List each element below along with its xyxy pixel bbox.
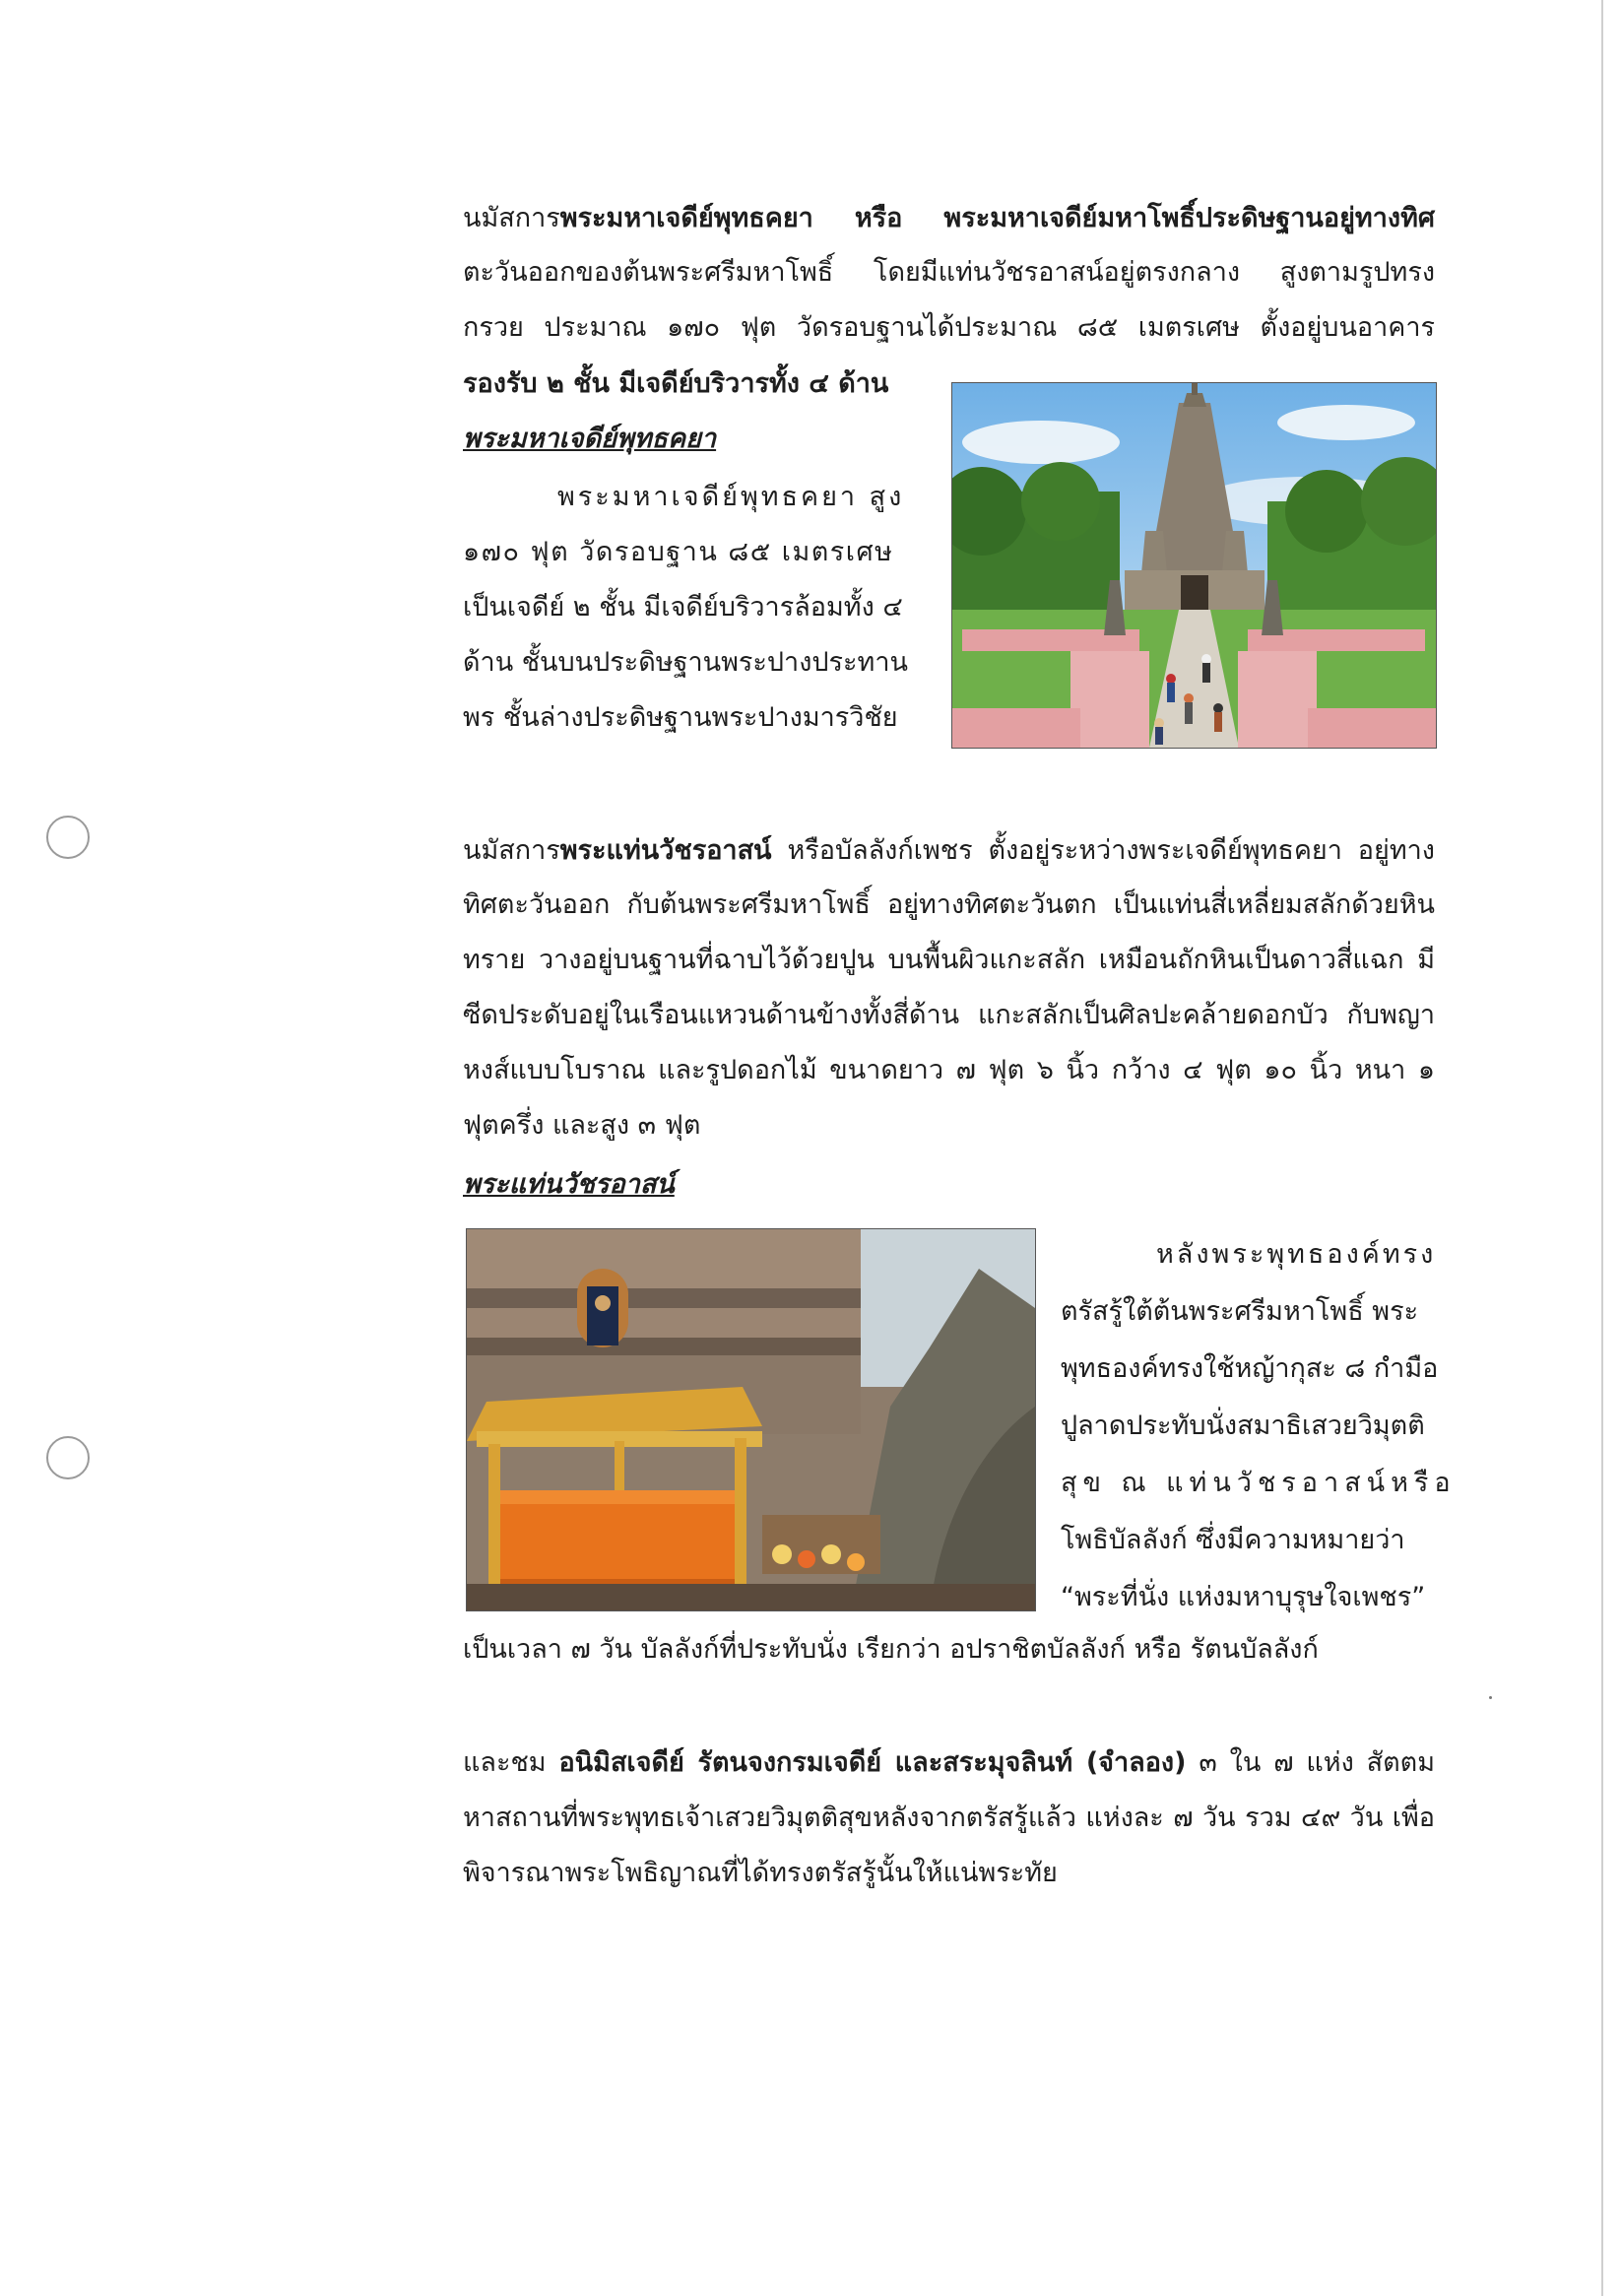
scan-edge-line	[1601, 0, 1603, 2296]
side-text-line: หลังพระพุทธองค์ทรง	[1156, 1239, 1437, 1270]
side-text-line: สุข ณ แท่นวัชรอาสน์หรือ	[1061, 1468, 1457, 1498]
side-text-line: โพธิบัลลังก์ ซึ่งมีความหมายว่า	[1061, 1525, 1405, 1555]
side-text-line: ปูลาดประทับนั่งสมาธิเสวยวิมุตติ	[1061, 1410, 1425, 1441]
punch-hole-top	[46, 816, 90, 859]
mahabodhi-temple-photo	[951, 382, 1437, 749]
caption-line: เป็นเจดีย์ ๒ ชั้น มีเจดีย์บริวารล้อมทั้ง ๔	[463, 592, 903, 623]
paragraph-line: นมัสการพระมหาเจดีย์พุทธคยา หรือ พระมหาเจดีย์มหาโพธิ์ประดิษฐานอยู่ทางทิศ	[463, 203, 1435, 233]
paragraph-line: เป็นเวลา ๗ วัน บัลลังก์ที่ประทับนั่ง เรียกว่า อปราชิตบัลลังก์ หรือ รัตนบัลลังก์	[463, 1634, 1319, 1665]
mahabodhi-temple-illustration	[952, 383, 1436, 748]
paragraph-line: ทราย วางอยู่บนฐานที่ฉาบไว้ด้วยปูน บนพื้นผิวแกะสลัก เหมือนถักหินเป็นดาวสี่แฉก มี	[463, 945, 1435, 975]
paragraph-line: หาสถานที่พระพุทธเจ้าเสวยวิมุตติสุขหลังจากตรัสรู้แล้ว แห่งละ ๗ วัน รวม ๔๙ วัน เพื่อ	[463, 1803, 1435, 1833]
section-heading: พระมหาเจดีย์พุทธคยา	[463, 424, 717, 454]
paragraph-line: ตะวันออกของต้นพระศรีมหาโพธิ์ โดยมีแท่นวัชรอาสน์อยู่ตรงกลาง สูงตามรูปทรง	[463, 257, 1435, 288]
paragraph-line: ซีดประดับอยู่ในเรือนแหวนด้านข้างทั้งสี่ด้าน แกะสลักเป็นศิลปะคล้ายดอกบัว กับพญา	[463, 1000, 1435, 1030]
paragraph-line: ฟุตครึ่ง และสูง ๓ ฟุต	[463, 1110, 701, 1141]
vajrasana-throne-illustration	[467, 1229, 1035, 1610]
scan-speck	[1489, 1696, 1492, 1699]
paragraph-line: และชม อนิมิสเจดีย์ รัตนจงกรมเจดีย์ และสระมุจลินท์ (จำลอง) ๓ ใน ๗ แห่ง สัตตม	[463, 1747, 1436, 1778]
paragraph-line: หงส์แบบโบราณ และรูปดอกไม้ ขนาดยาว ๗ ฟุต ๖ นิ้ว กว้าง ๔ ฟุต ๑๐ นิ้ว หนา ๑	[463, 1055, 1435, 1085]
caption-line: ด้าน ชั้นบนประดิษฐานพระปางประทาน	[463, 647, 908, 678]
side-text-line: พุทธองค์ทรงใช้หญ้ากุสะ ๘ กำมือ	[1061, 1353, 1439, 1384]
paragraph-line: กรวย ประมาณ ๑๗๐ ฟุต วัดรอบฐานได้ประมาณ ๘๕ เมตรเศษ ตั้งอยู่บนอาคาร	[463, 312, 1435, 343]
paragraph-line: ทิศตะวันออก กับต้นพระศรีมหาโพธิ์ อยู่ทางทิศตะวันตก เป็นแท่นสี่เหลี่ยมสลักด้วยหิน	[463, 889, 1435, 920]
punch-hole-bottom	[46, 1436, 90, 1479]
side-text-line: ตรัสรู้ใต้ต้นพระศรีมหาโพธิ์ พระ	[1061, 1296, 1419, 1327]
vajrasana-throne-photo	[466, 1228, 1036, 1611]
paragraph-line: พิจารณาพระโพธิญาณที่ได้ทรงตรัสรู้นั้นให้แน่พระทัย	[463, 1858, 1058, 1888]
caption-line: ๑๗๐ ฟุต วัดรอบฐาน ๘๕ เมตรเศษ	[463, 537, 894, 567]
caption-line: พระมหาเจดีย์พุทธคยา สูง	[557, 482, 905, 512]
paragraph-line: นมัสการพระแท่นวัชรอาสน์ หรือบัลลังก์เพชร ตั้งอยู่ระหว่างพระเจดีย์พุทธคยา อยู่ทาง	[463, 835, 1435, 866]
paragraph-line: รองรับ ๒ ชั้น มีเจดีย์บริวารทั้ง ๔ ด้าน	[463, 368, 889, 399]
caption-line: พร ชั้นล่างประดิษฐานพระปางมารวิชัย	[463, 702, 898, 733]
section-heading: พระแท่นวัชรอาสน์	[463, 1169, 675, 1200]
side-text-line: “พระที่นั่ง แห่งมหาบุรุษใจเพชร”	[1061, 1582, 1426, 1612]
